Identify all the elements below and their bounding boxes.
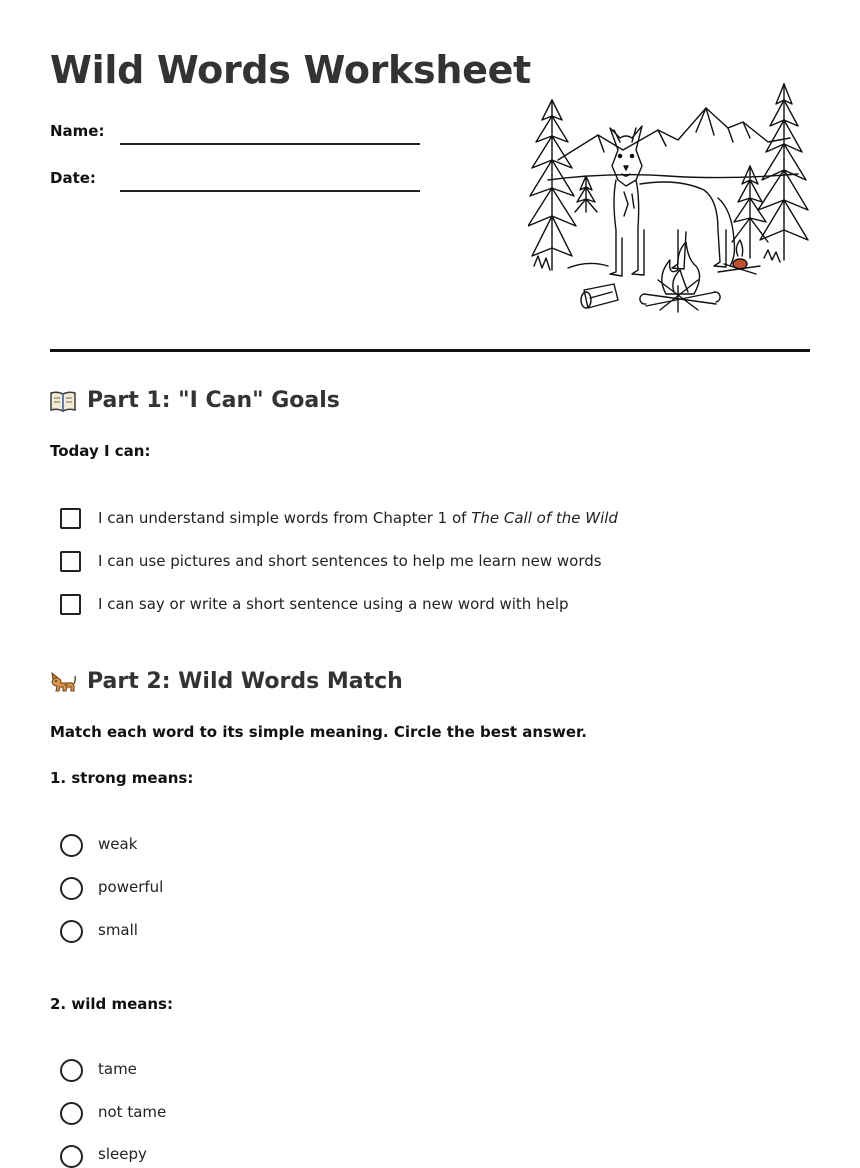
- pine-tree-right: [758, 84, 808, 260]
- pine-tree-small-1: [575, 176, 597, 212]
- question-1-option-1-radio[interactable]: [60, 834, 83, 857]
- name-field[interactable]: [120, 143, 420, 145]
- small-campfire: [718, 240, 760, 274]
- question-2-option-2-radio[interactable]: [60, 1102, 83, 1125]
- open-book-icon: [50, 389, 76, 413]
- part2-heading: [50, 669, 403, 694]
- mountain-ridge-lines: [598, 108, 750, 152]
- wolf-campfire-illustration: [528, 80, 810, 320]
- goal-text-1: I can understand simple words from Chapter 1 of The Call of the Wild: [98, 509, 618, 527]
- question-1-option-2: powerful: [98, 878, 164, 896]
- part2-title: Part 2: Wild Words Match: [87, 669, 403, 694]
- pine-tree-left: [528, 100, 576, 270]
- date-label: Date:: [50, 169, 96, 187]
- goal-checkbox-2[interactable]: [60, 551, 81, 572]
- goal-text-3: I can say or write a short sentence using a new word with help: [98, 595, 569, 613]
- section-divider: [50, 349, 810, 352]
- question-1-option-1: weak: [98, 835, 138, 853]
- part1-title: Part 1: "I Can" Goals: [87, 388, 340, 413]
- question-2-option-3-radio[interactable]: [60, 1145, 83, 1168]
- question-1-option-3: small: [98, 921, 138, 939]
- worksheet-title: Wild Words Worksheet: [50, 48, 531, 92]
- goal-text-2: I can use pictures and short sentences to help me learn new words: [98, 552, 602, 570]
- question-2-option-2: not tame: [98, 1103, 167, 1121]
- goal-checkbox-3[interactable]: [60, 594, 81, 615]
- question-2-option-3: sleepy: [98, 1145, 147, 1163]
- question-1-prompt: 1. strong means:: [50, 769, 194, 787]
- date-field[interactable]: [120, 190, 420, 192]
- book-title: The Call of the Wild: [471, 509, 618, 527]
- mountain-range: [558, 108, 790, 160]
- question-1-option-2-radio[interactable]: [60, 877, 83, 900]
- question-1-option-3-radio[interactable]: [60, 920, 83, 943]
- question-2-prompt: 2. wild means:: [50, 995, 173, 1013]
- name-label: Name:: [50, 122, 105, 140]
- part1-intro: Today I can:: [50, 442, 151, 460]
- question-2-option-1: tame: [98, 1060, 137, 1078]
- campfire: [640, 242, 720, 312]
- dog-icon: [50, 670, 76, 694]
- question-2-option-1-radio[interactable]: [60, 1059, 83, 1082]
- part2-instructions: Match each word to its simple meaning. Circle the best answer.: [50, 723, 588, 741]
- wolf: [610, 126, 735, 276]
- logs: [581, 284, 618, 308]
- goal-checkbox-1[interactable]: [60, 508, 81, 529]
- part1-heading: [50, 388, 340, 413]
